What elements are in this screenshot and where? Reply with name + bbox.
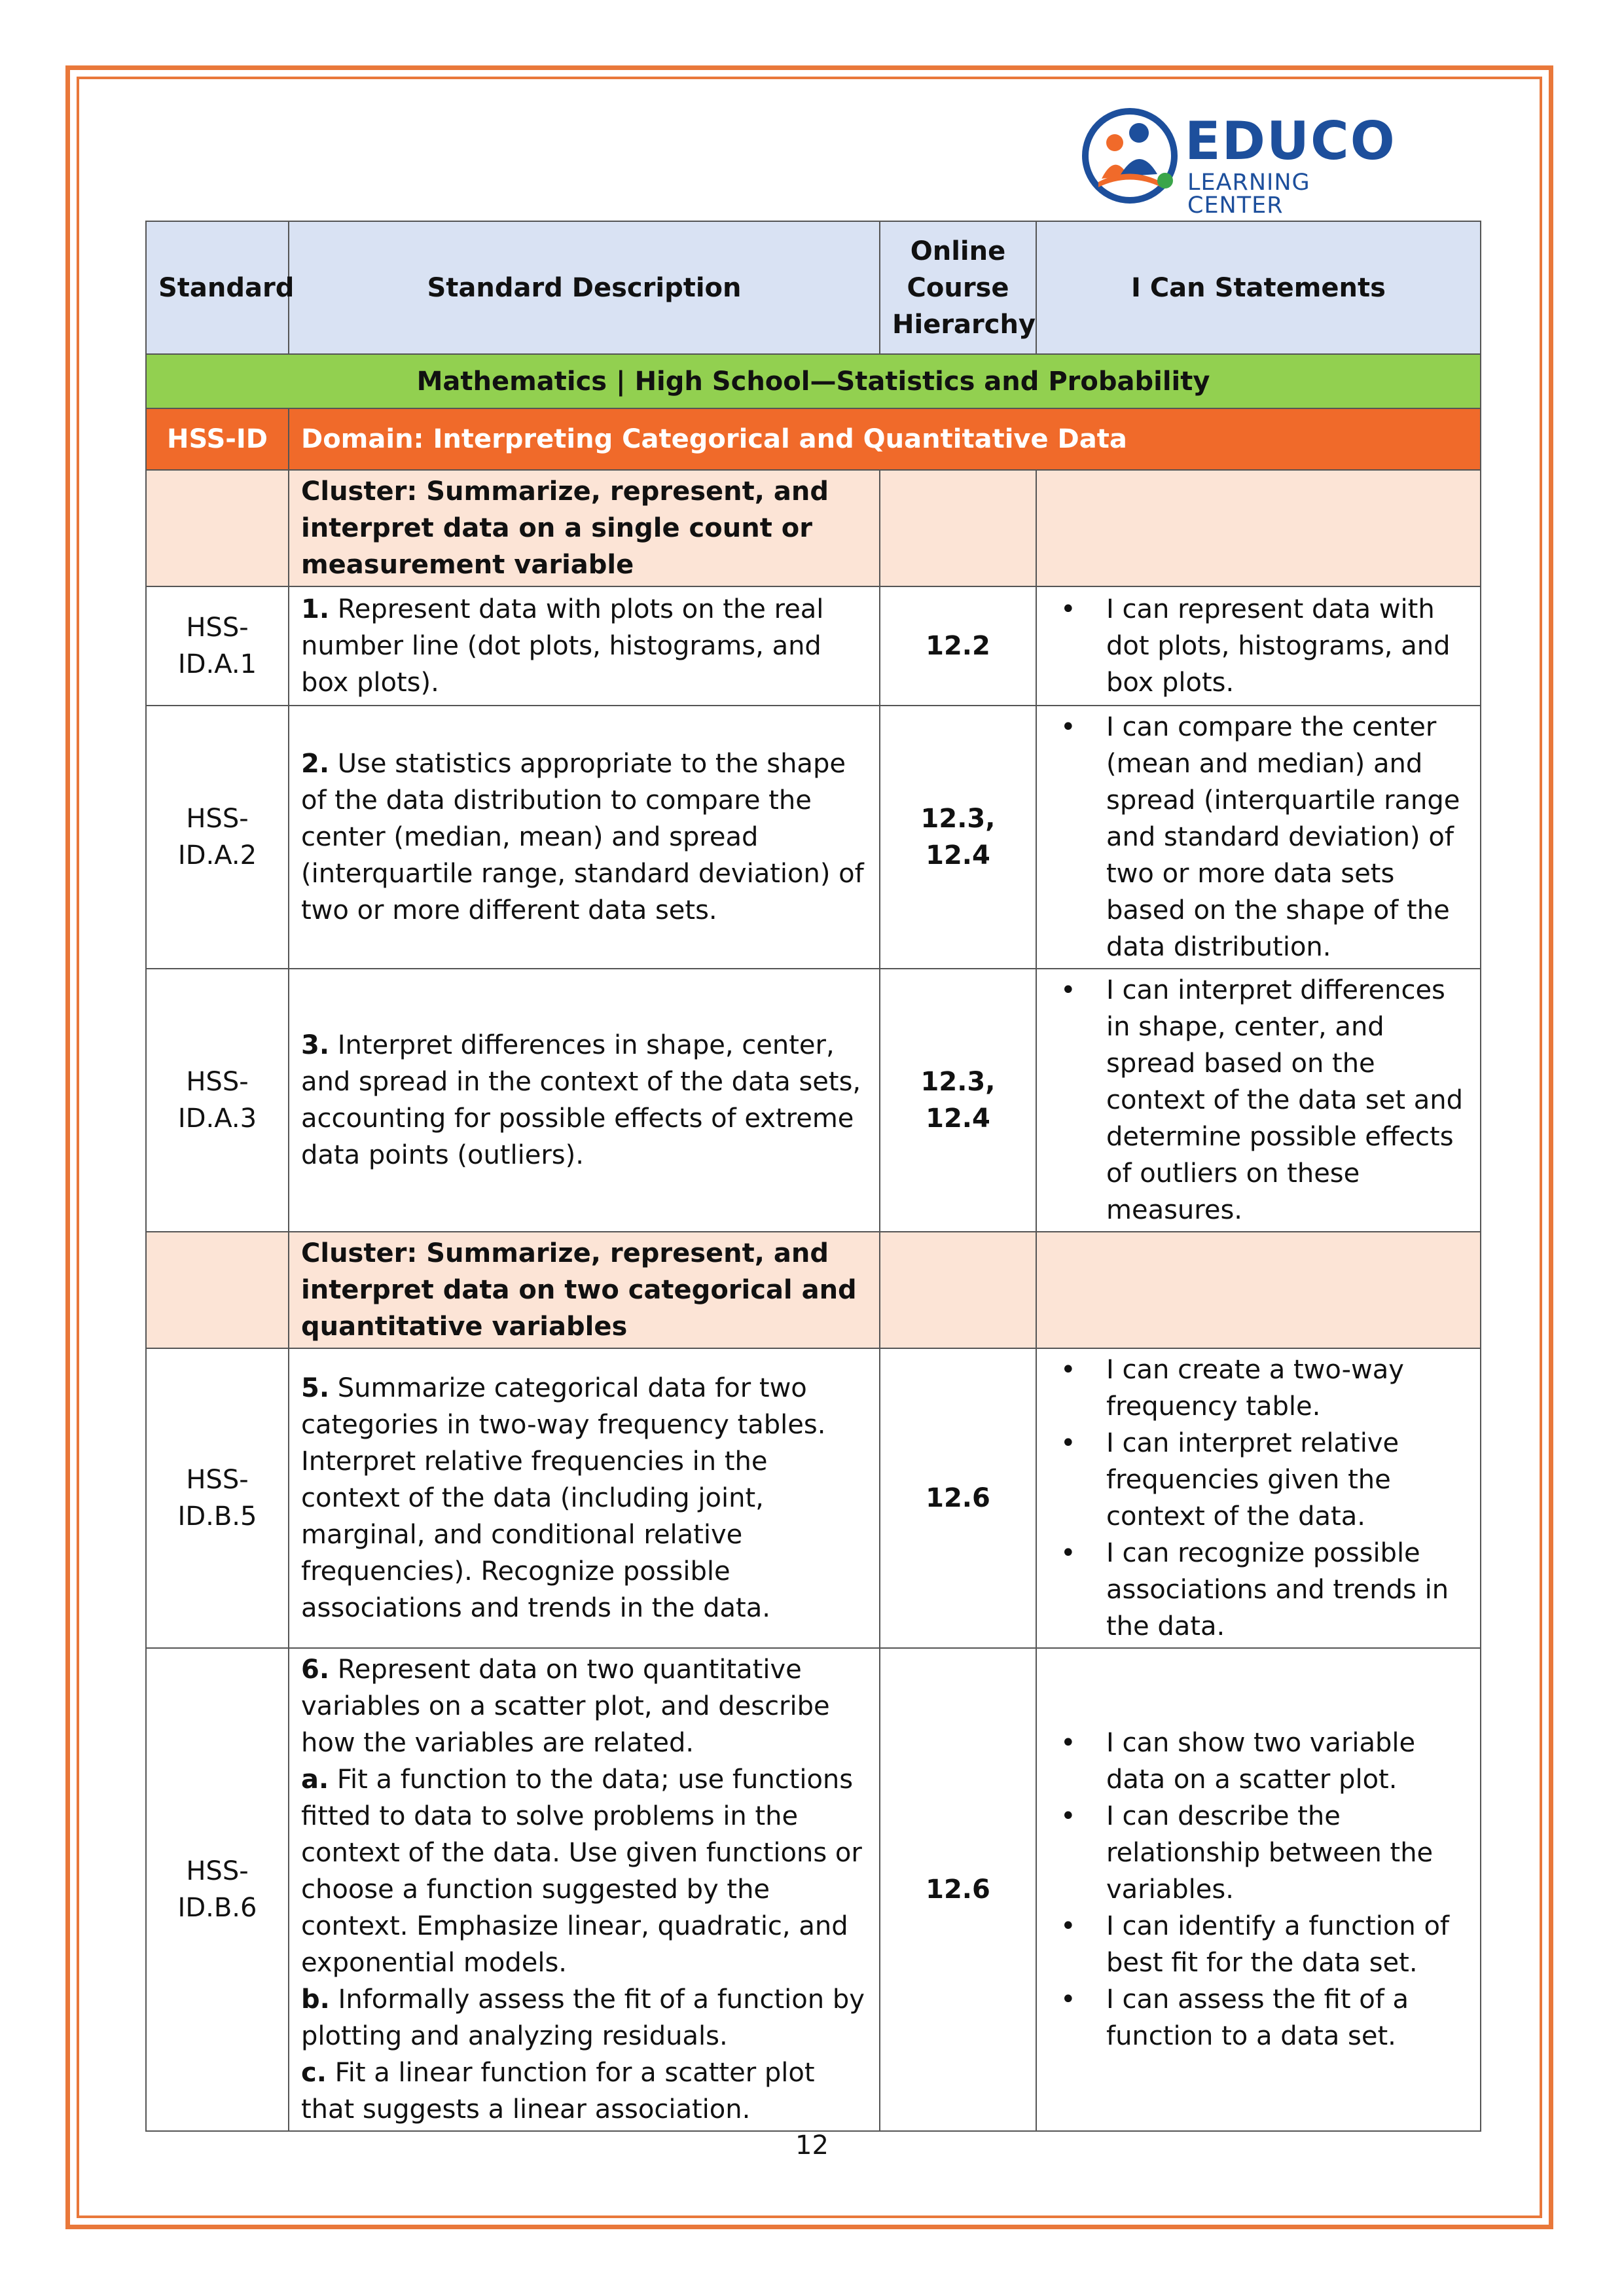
course-hierarchy: 12.3, 12.4 bbox=[880, 706, 1036, 969]
sub-standard-letter: b. bbox=[301, 1984, 330, 2015]
educo-logo-icon bbox=[1079, 103, 1183, 208]
standard-description bbox=[289, 1648, 880, 2131]
domain-title: Domain: Interpreting Categorical and Quantitative Data bbox=[289, 408, 1481, 470]
standard-code bbox=[146, 586, 289, 706]
header-hierarchy bbox=[880, 221, 1036, 354]
standard-code bbox=[146, 1348, 289, 1648]
sub-standard-text: Fit a linear function for a scatter plot that suggests a linear association. bbox=[301, 2058, 815, 2125]
standard-code-part: ID.A.1 bbox=[177, 649, 257, 679]
course-hierarchy: 12.2 bbox=[880, 586, 1036, 706]
ican-item: • I can recognize possible associations and trends in the data. bbox=[1049, 1535, 1468, 1645]
page-number: 12 bbox=[795, 2130, 829, 2161]
standard-code-part: ID.B.6 bbox=[177, 1893, 257, 1923]
table-header-row bbox=[146, 221, 1481, 354]
standard-description bbox=[289, 586, 880, 706]
subject-title: Mathematics | High School—Statistics and Probability bbox=[146, 354, 1481, 408]
ican-item: • I can interpret relative frequencies given the context of the data. bbox=[1049, 1425, 1468, 1535]
header-ican: I Can Statements bbox=[1036, 221, 1481, 354]
ican-item: • I can show two variable data on a scatter plot. bbox=[1049, 1725, 1468, 1798]
standard-text: Represent data on two quantitative variables on a scatter plot, and describe how the variables are related. bbox=[301, 1655, 830, 1758]
domain-row bbox=[146, 408, 1481, 470]
ican-item: • I can assess the fit of a function to a data set. bbox=[1049, 1981, 1468, 2054]
header-description: Standard Description bbox=[289, 221, 880, 354]
standard-code bbox=[146, 706, 289, 969]
header-hierarchy-line3: Hierarchy bbox=[892, 309, 1036, 340]
standard-code bbox=[146, 1648, 289, 2131]
cluster-title: Cluster: Summarize, represent, and interpret data on a single count or measurement variable bbox=[289, 470, 880, 586]
cluster-empty-cell bbox=[1036, 470, 1481, 586]
table-row bbox=[146, 1648, 1481, 2131]
header-hierarchy-line2: Course bbox=[907, 272, 1009, 303]
standard-code-part: ID.A.3 bbox=[177, 1103, 257, 1134]
standard-text: Summarize categorical data for two categories in two-way frequency tables. Interpret relative frequencies in the context of the data (including joint, marginal, and conditional relative frequencies). Recognize possible associations and trends in the data. bbox=[301, 1373, 826, 1623]
course-hierarchy: 12.3, 12.4 bbox=[880, 969, 1036, 1232]
standard-code-part: HSS- bbox=[186, 1465, 249, 1495]
course-hierarchy: 12.6 bbox=[880, 1648, 1036, 2131]
ican-cell bbox=[1036, 586, 1481, 706]
cluster-title: Cluster: Summarize, represent, and interpret data on two categorical and quantitative variables bbox=[289, 1232, 880, 1348]
cluster-empty-cell bbox=[880, 470, 1036, 586]
standard-description bbox=[289, 969, 880, 1232]
cluster-empty-cell bbox=[146, 1232, 289, 1348]
sub-standard-letter: c. bbox=[301, 2058, 327, 2088]
standard-code-part: ID.B.5 bbox=[177, 1501, 257, 1532]
standard-text: Use statistics appropriate to the shape of the data distribution to compare the center (median, mean) and spread (interquartile range, standard deviation) of two or more different data sets. bbox=[301, 749, 864, 925]
standard-code-part: HSS- bbox=[186, 1067, 249, 1097]
standard-code-part: ID.A.2 bbox=[177, 840, 257, 870]
standard-number: 2. bbox=[301, 749, 330, 779]
ican-item: • I can represent data with dot plots, histograms, and box plots. bbox=[1049, 591, 1468, 701]
table-row bbox=[146, 969, 1481, 1232]
table-row bbox=[146, 706, 1481, 969]
standard-text: Represent data with plots on the real number line (dot plots, histograms, and box plots). bbox=[301, 594, 824, 698]
cluster-empty-cell bbox=[1036, 1232, 1481, 1348]
ican-item: • I can identify a function of best fit for the data set. bbox=[1049, 1908, 1468, 1981]
domain-code: HSS-ID bbox=[146, 408, 289, 470]
standard-description bbox=[289, 706, 880, 969]
ican-item: • I can interpret differences in shape, center, and spread based on the context of the data set and determine possible effects of outliers on these measures. bbox=[1049, 972, 1468, 1229]
standard-code-part: HSS- bbox=[186, 613, 249, 643]
sub-standard-text: Informally assess the fit of a function by plotting and analyzing residuals. bbox=[301, 1984, 865, 2051]
header-hierarchy-line1: Online bbox=[910, 236, 1006, 266]
subject-row bbox=[146, 354, 1481, 408]
ican-cell bbox=[1036, 1348, 1481, 1648]
standard-code-part: HSS- bbox=[186, 804, 249, 834]
standard-number: 3. bbox=[301, 1030, 330, 1060]
sub-standard-letter: a. bbox=[301, 1765, 329, 1795]
logo-wordmark: EDUCO bbox=[1185, 111, 1396, 171]
ican-item: • I can create a two-way frequency table. bbox=[1049, 1352, 1468, 1425]
standard-description bbox=[289, 1348, 880, 1648]
standard-text: Interpret differences in shape, center, and spread in the context of the data sets, accounting for possible effects of extreme data points (outliers). bbox=[301, 1030, 861, 1170]
cluster-row-2 bbox=[146, 1232, 1481, 1348]
standard-code bbox=[146, 969, 289, 1232]
educo-logo bbox=[1079, 103, 1406, 219]
cluster-empty-cell bbox=[880, 1232, 1036, 1348]
header-standard: Standard bbox=[146, 221, 289, 354]
logo-subtitle: LEARNING CENTER bbox=[1187, 170, 1310, 219]
table-row bbox=[146, 586, 1481, 706]
ican-cell bbox=[1036, 1648, 1481, 2131]
standard-number: 6. bbox=[301, 1655, 330, 1685]
table-row bbox=[146, 1348, 1481, 1648]
ican-cell bbox=[1036, 706, 1481, 969]
standard-number: 1. bbox=[301, 594, 330, 624]
cluster-row-1 bbox=[146, 470, 1481, 586]
ican-cell bbox=[1036, 969, 1481, 1232]
standards-table bbox=[145, 221, 1481, 2132]
course-hierarchy: 12.6 bbox=[880, 1348, 1036, 1648]
standard-code-part: HSS- bbox=[186, 1856, 249, 1886]
sub-standard-text: Fit a function to the data; use functions fitted to data to solve problems in the context of the data. Use given functions or choose a function suggested by the context. Emphasize linear, quadratic, and exponential models. bbox=[301, 1765, 862, 1978]
ican-item: • I can describe the relationship between the variables. bbox=[1049, 1798, 1468, 1908]
standard-number: 5. bbox=[301, 1373, 330, 1403]
ican-item: • I can compare the center (mean and median) and spread (interquartile range and standard deviation) of two or more data sets based on the shape of the data distribution. bbox=[1049, 709, 1468, 965]
cluster-empty-cell bbox=[146, 470, 289, 586]
